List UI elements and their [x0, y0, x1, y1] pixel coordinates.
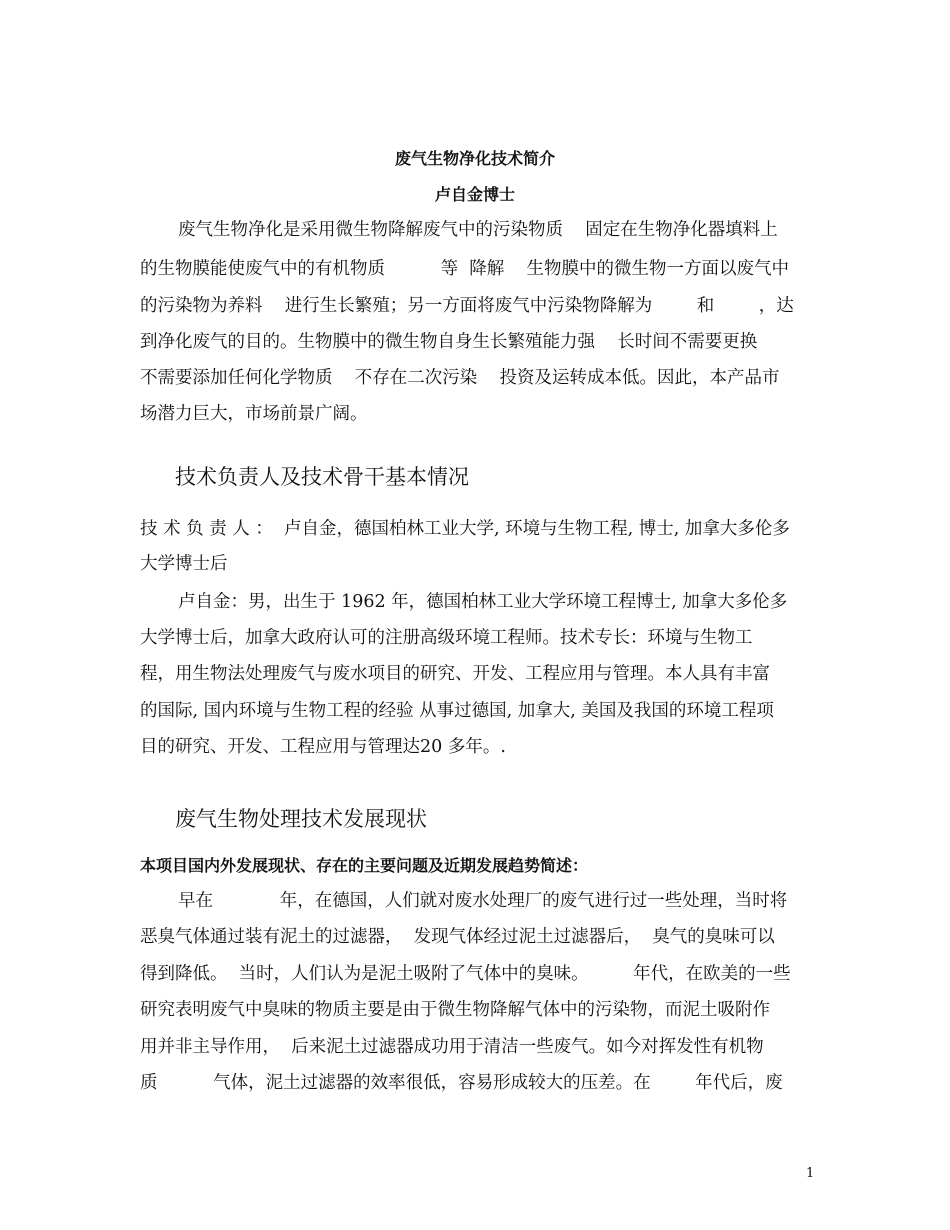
section-heading-tech-lead: 技术负责人及技术骨干基本情况: [175, 465, 469, 489]
section-subheading: 本项目国内外发展现状、存在的主要问题及近期发展趋势简述：: [140, 856, 589, 875]
author-line: 卢自金博士: [434, 185, 515, 204]
text-line: 大学博士后: [140, 554, 228, 574]
page-number: 1: [806, 1166, 815, 1181]
text-line: 卢自金：男，出生于 1962 年，德国柏林工业大学环境工程博士, 加拿大多伦多: [178, 592, 788, 612]
text-line: 大学博士后，加拿大政府认可的注册高级环境工程师。技术专长：环境与生物工: [140, 628, 753, 648]
document-title: 废气生物净化技术简介: [394, 149, 555, 168]
text-line: 质 气体，泥土过滤器的效率很低，容易形成较大的压差。在 年代后，废: [140, 1073, 783, 1093]
text-line: 的国际, 国内环境与生物工程的经验 从事过德国, 加拿大, 美国及我国的环境工程项: [140, 701, 774, 721]
text-line: 得到降低。 当时，人们认为是泥土吸附了气体中的臭味。 年代，在欧美的一些: [140, 964, 791, 984]
text-line: 技 术 负 责 人 ： 卢自金，德国柏林工业大学, 环境与生物工程, 博士, 加拿大多伦多: [140, 519, 790, 539]
text-line: 废气生物净化是采用微生物降解废气中的污染物质 固定在生物净化器填料上: [178, 220, 778, 240]
text-line: 场潜力巨大，市场前景广阔。: [140, 404, 368, 424]
text-line: 恶臭气体通过装有泥土的过滤器， 发现气体经过泥土过滤器后， 臭气的臭味可以: [140, 927, 775, 947]
text-line: 不需要添加任何化学物质 不存在二次污染 投资及运转成本低。因此，本产品市: [140, 368, 780, 388]
text-line: 研究表明废气中臭味的物质主要是由于微生物降解气体中的污染物，而泥土吸附作: [140, 1000, 770, 1020]
section-heading-development: 废气生物处理技术发展现状: [175, 807, 427, 831]
text-line: 到净化废气的目的。生物膜中的微生物自身生长繁殖能力强 长时间不需要更换: [140, 332, 758, 352]
text-line: 早在 年，在德国，人们就对废水处理厂的废气进行过一些处理，当时将: [178, 891, 788, 911]
text-line: 的生物膜能使废气中的有机物质 等 降解 生物膜中的微生物一方面以废气中: [140, 259, 790, 279]
text-line: 程，用生物法处理废气与废水项目的研究、开发、工程应用与管理。本人具有丰富: [140, 664, 770, 684]
text-line: 用并非主导作用， 后来泥土过滤器成功用于清洁一些废气。如今对挥发性有机物: [140, 1037, 764, 1057]
text-line: 目的研究、开发、工程应用与管理达20 多年。.: [140, 737, 506, 757]
text-line: 的污染物为养料 进行生长繁殖；另一方面将废气中污染物降解为 和 ，达: [140, 296, 794, 316]
